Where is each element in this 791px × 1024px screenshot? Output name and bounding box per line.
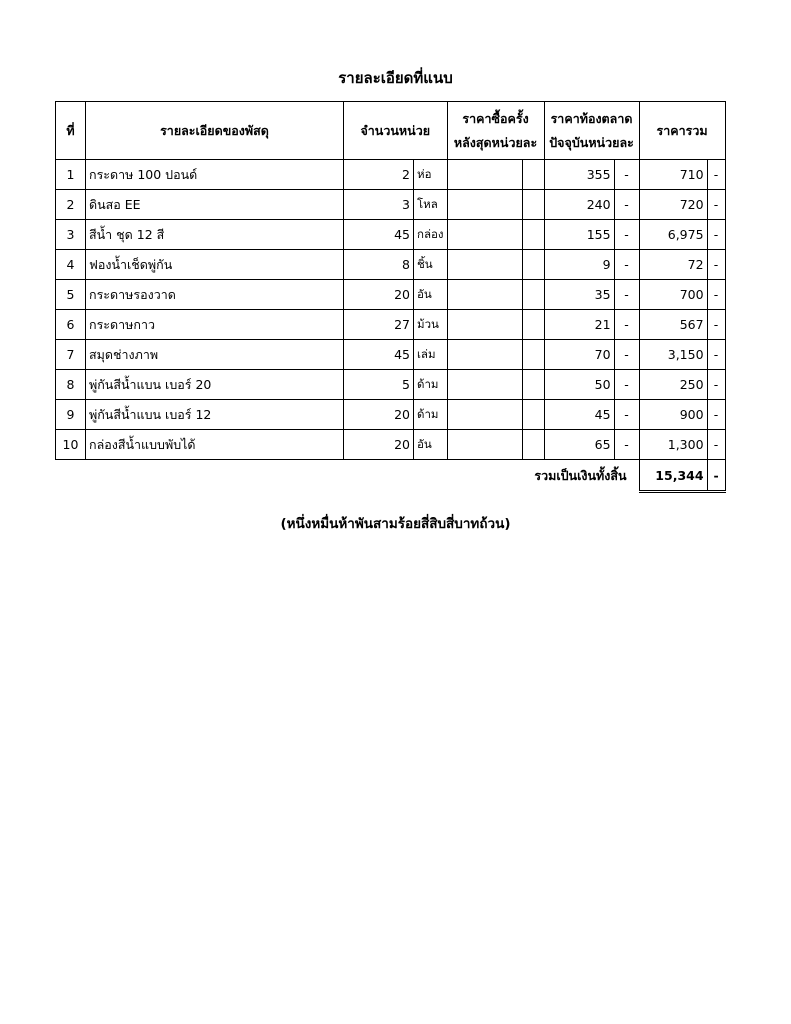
row-market-price: 35 (544, 280, 614, 310)
header-quantity: จำนวนหน่วย (344, 102, 448, 160)
grand-total-dash: - (707, 460, 725, 492)
row-last-price (447, 370, 522, 400)
row-last-price (447, 310, 522, 340)
row-total: 700 (639, 280, 707, 310)
row-last-price-dash (522, 340, 544, 370)
header-last-price-line2: หลังสุดหน่วยละ (453, 134, 538, 150)
row-unit: อัน (414, 430, 448, 460)
row-last-price (447, 400, 522, 430)
table-row (56, 370, 726, 400)
header-no: ที่ (56, 102, 86, 160)
row-market-price-dash: - (614, 160, 639, 190)
items-table (55, 101, 726, 493)
row-total: 72 (639, 250, 707, 280)
row-unit: ห่อ (414, 160, 448, 190)
row-total: 6,975 (639, 220, 707, 250)
row-unit: ชิ้น (414, 250, 448, 280)
row-unit: เล่ม (414, 340, 448, 370)
row-total-dash: - (707, 160, 725, 190)
table-row (56, 280, 726, 310)
row-last-price (447, 160, 522, 190)
row-market-price: 21 (544, 310, 614, 340)
table-header-row (56, 102, 726, 160)
row-quantity: 20 (344, 280, 414, 310)
row-number: 1 (56, 160, 86, 190)
row-total-dash: - (707, 400, 725, 430)
header-last-price-line1: ราคาซื้อครั้ง (462, 110, 529, 126)
row-market-price-dash: - (614, 370, 639, 400)
grand-total-label: รวมเป็นเงินทั้งสิ้น (534, 467, 627, 483)
row-total: 1,300 (639, 430, 707, 460)
table-row (56, 430, 726, 460)
row-quantity: 27 (344, 310, 414, 340)
row-unit: ม้วน (414, 310, 448, 340)
row-market-price: 50 (544, 370, 614, 400)
row-market-price-dash: - (614, 250, 639, 280)
row-quantity: 5 (344, 370, 414, 400)
row-total-dash: - (707, 220, 725, 250)
row-description: สมุดช่างภาพ (86, 340, 344, 370)
row-total: 720 (639, 190, 707, 220)
row-last-price (447, 190, 522, 220)
grand-total-amount: 15,344 (639, 460, 707, 492)
row-description: กระดาษ 100 ปอนด์ (86, 160, 344, 190)
row-last-price-dash (522, 250, 544, 280)
row-market-price-dash: - (614, 280, 639, 310)
row-total: 250 (639, 370, 707, 400)
row-description: พู่กันสีน้ำแบน เบอร์ 20 (86, 370, 344, 400)
table-row (56, 310, 726, 340)
row-last-price-dash (522, 220, 544, 250)
row-total-dash: - (707, 430, 725, 460)
row-total: 567 (639, 310, 707, 340)
row-description: สีน้ำ ชุด 12 สี (86, 220, 344, 250)
row-unit: อัน (414, 280, 448, 310)
header-total: ราคารวม (639, 102, 725, 160)
row-market-price: 155 (544, 220, 614, 250)
row-last-price (447, 430, 522, 460)
row-number: 4 (56, 250, 86, 280)
row-description: กล่องสีน้ำแบบพับได้ (86, 430, 344, 460)
row-number: 10 (56, 430, 86, 460)
row-total-dash: - (707, 280, 725, 310)
row-number: 9 (56, 400, 86, 430)
row-last-price (447, 220, 522, 250)
row-market-price: 240 (544, 190, 614, 220)
row-quantity: 2 (344, 160, 414, 190)
grand-total-row (56, 460, 726, 492)
row-last-price-dash (522, 160, 544, 190)
row-quantity: 8 (344, 250, 414, 280)
row-market-price-dash: - (614, 220, 639, 250)
row-unit: ด้าม (414, 370, 448, 400)
table-row (56, 220, 726, 250)
row-description: กระดาษรองวาด (86, 280, 344, 310)
table-row (56, 250, 726, 280)
row-last-price-dash (522, 190, 544, 220)
row-market-price-dash: - (614, 190, 639, 220)
row-unit: โหล (414, 190, 448, 220)
row-number: 6 (56, 310, 86, 340)
row-last-price (447, 340, 522, 370)
row-market-price: 70 (544, 340, 614, 370)
row-quantity: 20 (344, 430, 414, 460)
row-last-price-dash (522, 310, 544, 340)
header-last-price (447, 102, 544, 160)
row-total: 900 (639, 400, 707, 430)
row-market-price-dash: - (614, 430, 639, 460)
row-market-price: 355 (544, 160, 614, 190)
row-quantity: 45 (344, 340, 414, 370)
row-unit: กล่อง (414, 220, 448, 250)
row-quantity: 45 (344, 220, 414, 250)
row-total: 3,150 (639, 340, 707, 370)
table-row (56, 400, 726, 430)
row-unit: ด้าม (414, 400, 448, 430)
row-number: 8 (56, 370, 86, 400)
amount-in-words: (หนึ่งหมื่นห้าพันสามร้อยสี่สิบสี่บาทถ้วน) (280, 516, 511, 532)
row-description: พู่กันสีน้ำแบน เบอร์ 12 (86, 400, 344, 430)
row-total-dash: - (707, 250, 725, 280)
row-quantity: 20 (344, 400, 414, 430)
row-market-price-dash: - (614, 400, 639, 430)
row-total-dash: - (707, 310, 725, 340)
header-market-price-line1: ราคาท้องตลาด (550, 110, 633, 126)
row-market-price-dash: - (614, 310, 639, 340)
row-number: 5 (56, 280, 86, 310)
row-total-dash: - (707, 370, 725, 400)
row-number: 3 (56, 220, 86, 250)
header-description: รายละเอียดของพัสดุ (86, 102, 344, 160)
table-row (56, 340, 726, 370)
document-title: รายละเอียดที่แนบ (338, 69, 453, 87)
table-row (56, 190, 726, 220)
row-number: 2 (56, 190, 86, 220)
row-number: 7 (56, 340, 86, 370)
row-total-dash: - (707, 340, 725, 370)
row-quantity: 3 (344, 190, 414, 220)
row-description: กระดาษกาว (86, 310, 344, 340)
row-description: ดินสอ EE (86, 190, 344, 220)
row-last-price (447, 250, 522, 280)
row-market-price: 45 (544, 400, 614, 430)
row-last-price-dash (522, 400, 544, 430)
row-description: ฟองน้ำเช็ดพู่กัน (86, 250, 344, 280)
row-total: 710 (639, 160, 707, 190)
row-market-price: 65 (544, 430, 614, 460)
row-market-price-dash: - (614, 340, 639, 370)
row-total-dash: - (707, 190, 725, 220)
row-last-price-dash (522, 280, 544, 310)
table-row (56, 160, 726, 190)
row-last-price-dash (522, 370, 544, 400)
header-market-price (544, 102, 639, 160)
row-last-price-dash (522, 430, 544, 460)
row-last-price (447, 280, 522, 310)
row-market-price: 9 (544, 250, 614, 280)
header-market-price-line2: ปัจจุบันหน่วยละ (549, 134, 634, 150)
